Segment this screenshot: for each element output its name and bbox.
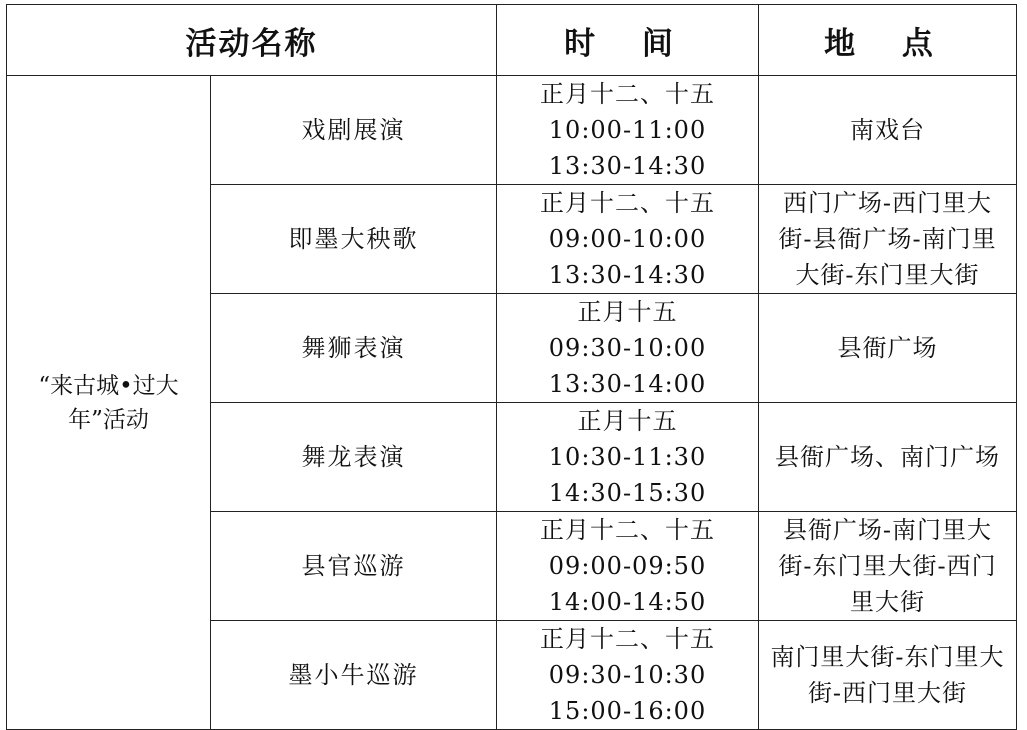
activity-time: [497, 621, 759, 730]
time-slot: 09:00-10:00: [548, 225, 707, 253]
activity-time: [497, 512, 759, 621]
time-slot: 10:30-11:30: [548, 443, 707, 471]
time-date: 正月十二、十五: [540, 516, 715, 544]
time-slot: 10:00-11:00: [548, 116, 707, 144]
activity-time: [497, 76, 759, 185]
time-date: 正月十二、十五: [540, 189, 715, 217]
activity-place: 县衙广场、南门广场: [759, 403, 1017, 512]
activity-name: 戏剧展演: [211, 76, 497, 185]
activity-place: 西门广场-西门里大街-县衙广场-南门里大街-东门里大街: [759, 185, 1017, 294]
header-time: 时 间: [497, 5, 759, 76]
time-date: 正月十二、十五: [540, 80, 715, 108]
activity-place: 南戏台: [759, 76, 1017, 185]
activity-time: [497, 185, 759, 294]
time-slot: 13:30-14:00: [548, 370, 707, 398]
time-date: 正月十二、十五: [540, 625, 715, 653]
time-date: 正月十五: [577, 407, 678, 435]
time-date: 正月十五: [577, 298, 678, 326]
time-slot: 14:30-15:30: [548, 479, 707, 507]
activity-name: 即墨大秧歌: [211, 185, 497, 294]
time-slot: 13:30-14:30: [548, 152, 707, 180]
time-slot: 13:30-14:30: [548, 261, 707, 289]
activity-place: 县衙广场-南门里大街-东门里大街-西门里大街: [759, 512, 1017, 621]
activity-time: [497, 294, 759, 403]
event-group-label: “来古城•过大年”活动: [7, 76, 211, 730]
activity-place: 县衙广场: [759, 294, 1017, 403]
header-place: 地 点: [759, 5, 1017, 76]
activity-name: 墨小牛巡游: [211, 621, 497, 730]
time-slot: 09:30-10:00: [548, 334, 707, 362]
schedule-table: [6, 4, 1017, 730]
header-row: [7, 5, 1017, 76]
table-row: [7, 76, 1017, 185]
header-activity-name: 活动名称: [7, 5, 497, 76]
activity-name: 舞狮表演: [211, 294, 497, 403]
time-slot: 14:00-14:50: [548, 588, 707, 616]
activity-place: 南门里大街-东门里大街-西门里大街: [759, 621, 1017, 730]
activity-name: 县官巡游: [211, 512, 497, 621]
time-slot: 09:00-09:50: [548, 552, 707, 580]
time-slot: 09:30-10:30: [548, 661, 707, 689]
time-slot: 15:00-16:00: [548, 697, 707, 725]
activity-schedule: [6, 4, 1016, 730]
activity-time: [497, 403, 759, 512]
activity-name: 舞龙表演: [211, 403, 497, 512]
